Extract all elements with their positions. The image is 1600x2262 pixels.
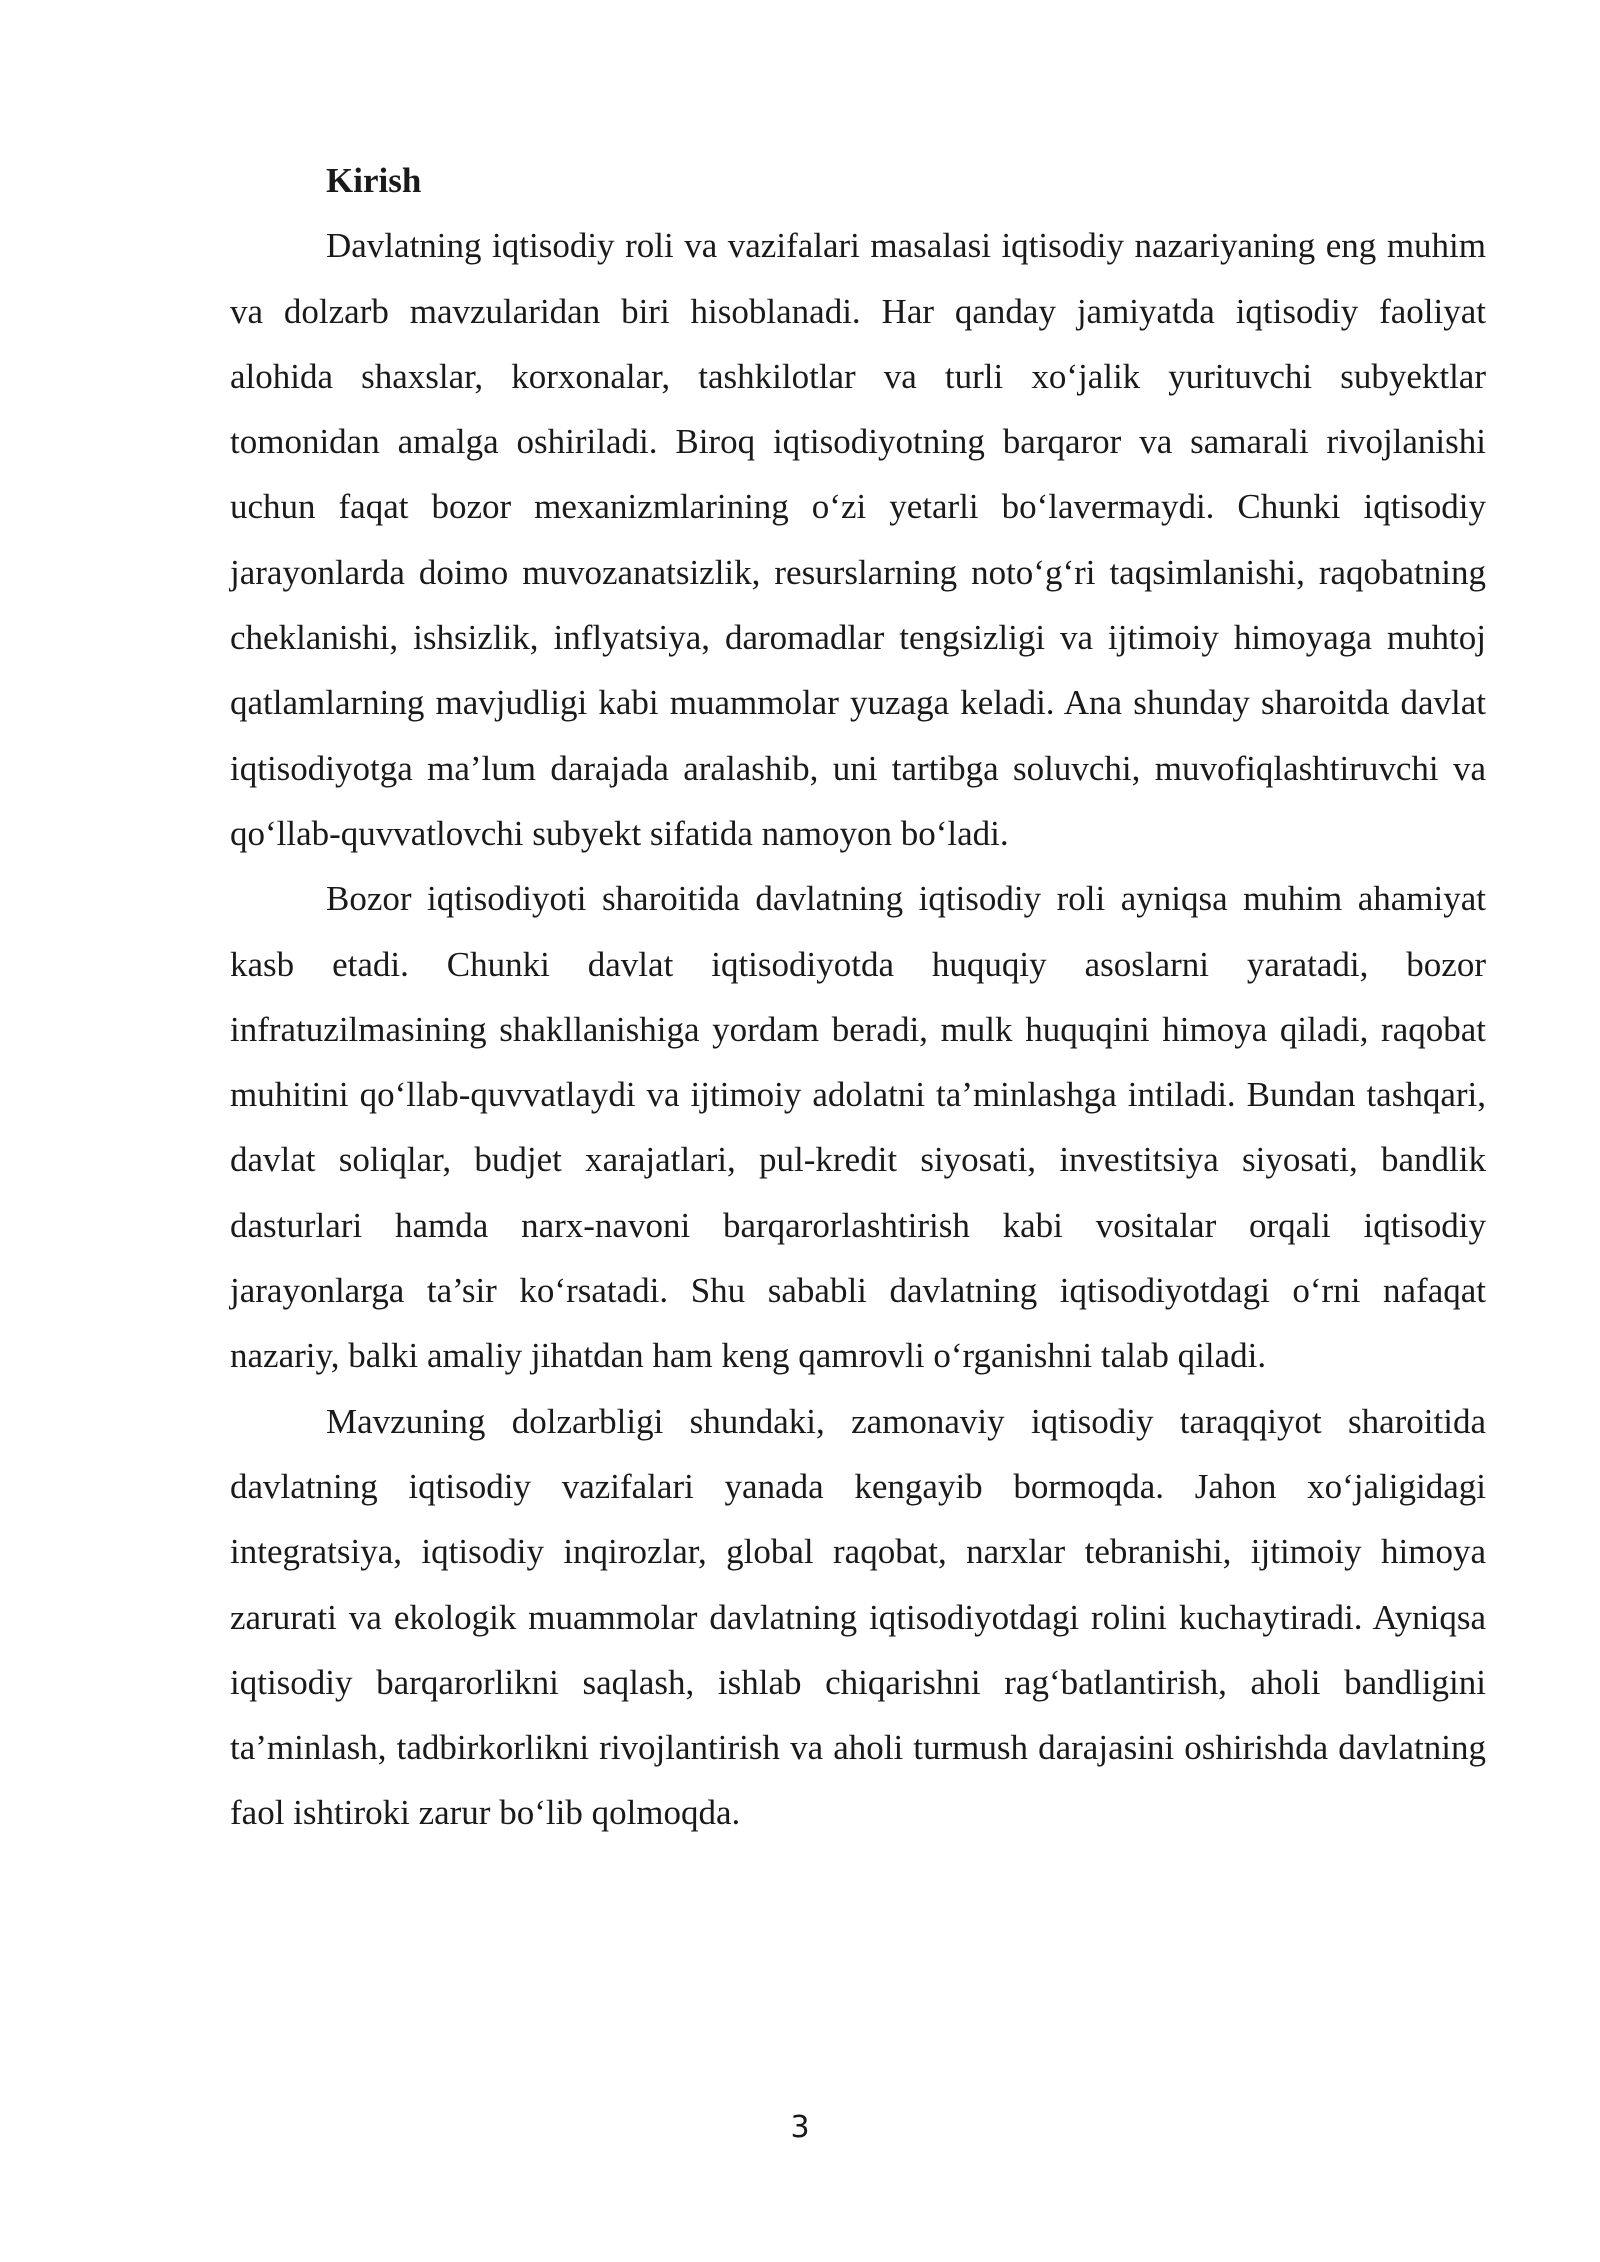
section-heading: Kirish	[326, 161, 422, 200]
page-number: 3	[790, 2110, 810, 2145]
paragraph-1: Davlatning iqtisodiy roli va vazifalari masalasi iqtisodiy nazariyaning eng muhim va dolzarb mavzularidan biri hisoblanadi. Har qanday jamiyatda iqtisodiy faoliyat alohida shaxslar, korxonalar, tashkilotlar va turli xo‘jalik yurituvchi subyektlar tomonidan amalga oshiriladi. Biroq iqtisodiyotning barqaror va samarali rivojlanishi uchun faqat bozor mexanizmlarining o‘zi yetarli bo‘lavermaydi. Chunki iqtisodiy jarayonlarda doimo muvozanatsizlik, resurslarning noto‘g‘ri taqsimlanishi, raqobatning cheklanishi, ishsizlik, inflyatsiya, daromadlar tengsizligi va ijtimoiy himoyaga muhtoj qatlamlarning mavjudligi kabi muammolar yuzaga keladi. Ana shunday sharoitda davlat iqtisodiyotga ma’lum darajada aralashib, uni tartibga soluvchi, muvofiqlashtiruvchi va qo‘llab-quvvatlovchi subyekt sifatida namoyon bo‘ladi.	[230, 226, 1486, 853]
paragraph-2: Bozor iqtisodiyoti sharoitida davlatning iqtisodiy roli ayniqsa muhim ahamiyat kasb etadi. Chunki davlat iqtisodiyotda huquqiy asoslarni yaratadi, bozor infratuzilmasining shakllanishiga yordam beradi, mulk huquqini himoya qiladi, raqobat muhitini qo‘llab-quvvatlaydi va ijtimoiy adolatni ta’minlashga intiladi. Bundan tashqari, davlat soliqlar, budjet xarajatlari, pul-kredit siyosati, investitsiya siyosati, bandlik dasturlari hamda narx-navoni barqarorlashtirish kabi vositalar orqali iqtisodiy jarayonlarga ta’sir ko‘rsatadi. Shu sababli davlatning iqtisodiyotdagi o‘rni nafaqat nazariy, balki amaliy jihatdan ham keng qamrovli o‘rganishni talab qiladi.	[230, 879, 1486, 1376]
paragraph-3: Mavzuning dolzarbligi shundaki, zamonaviy iqtisodiy taraqqiyot sharoitida davlatning iqtisodiy vazifalari yanada kengayib bormoqda. Jahon xo‘jaligidagi integratsiya, iqtisodiy inqirozlar, global raqobat, narxlar tebranishi, ijtimoiy himoya zarurati va ekologik muammolar davlatning iqtisodiyotdagi rolini kuchaytiradi. Ayniqsa iqtisodiy barqarorlikni saqlash, ishlab chiqarishni rag‘batlantirish, aholi bandligini ta’minlash, tadbirkorlikni rivojlantirish va aholi turmush darajasini oshirishda davlatning faol ishtiroki zarur bo‘lib qolmoqda.	[230, 1401, 1486, 1833]
page-content	[230, 148, 1486, 1846]
